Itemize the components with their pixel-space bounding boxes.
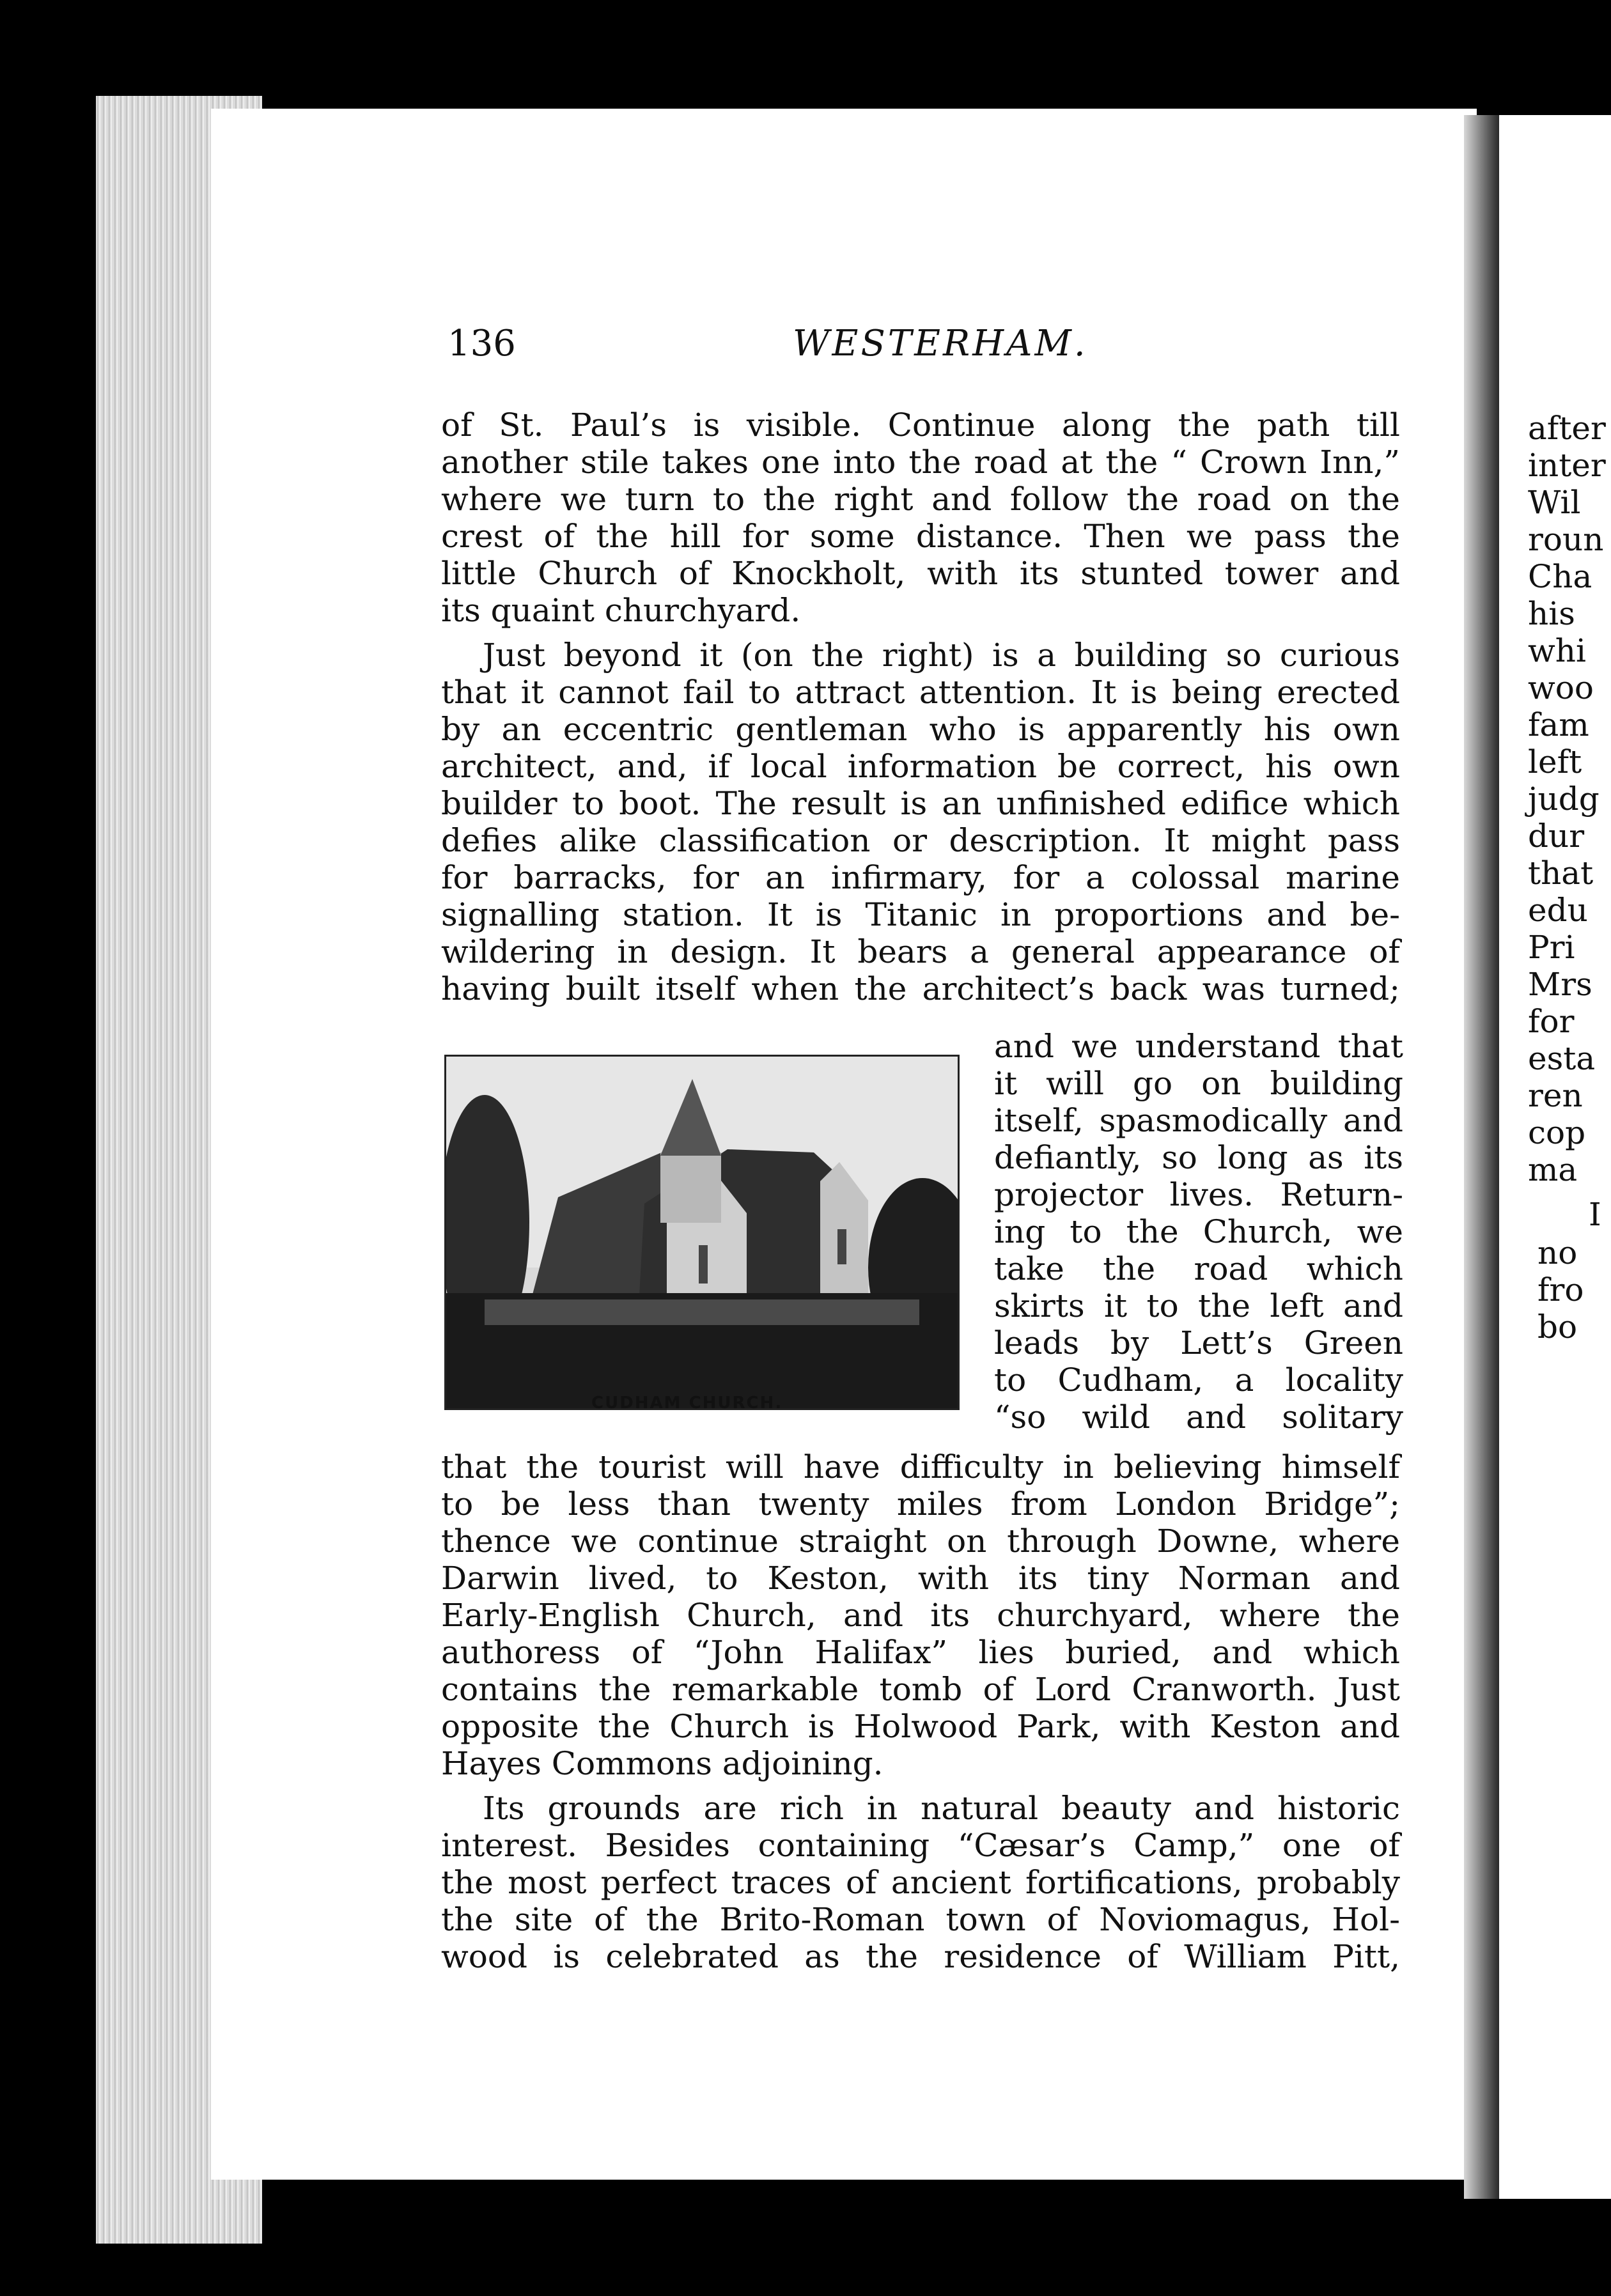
text-line: “so wild and solitary [994,1399,1403,1436]
text-line: to Cudham, a locality [994,1361,1403,1399]
text-line: interest. Besides containing “Cæsar’s Camp,” one of [441,1827,1400,1864]
text-line: little Church of Knockholt, with its stunted tower and [441,555,1400,592]
text-line: opposite the Church is Holwood Park, with Keston and [441,1708,1400,1745]
right-page-fragment: fro [1537,1271,1584,1308]
right-page-fragment: fam [1528,706,1589,743]
right-page-fragment: Pri [1528,929,1575,966]
right-page-fragment: ma [1528,1151,1578,1188]
text-line: Early-English Church, and its churchyard, where the [441,1597,1400,1634]
right-page [1499,115,1611,2199]
right-page-fragment: bo [1537,1308,1578,1346]
right-page-fragment: Cha [1528,558,1592,595]
text-line: the site of the Brito-Roman town of Noviomagus, Hol- [441,1901,1400,1938]
right-page-fragment: esta [1528,1040,1596,1077]
text-line: where we turn to the right and follow the road on the [441,481,1400,518]
right-page-fragment: whi [1528,632,1586,669]
text-line: that it cannot fail to attract attention. It is being erected [441,674,1400,711]
text-line: contains the remarkable tomb of Lord Cranworth. Just [441,1671,1400,1708]
text-line: the most perfect traces of ancient fortifications, probably [441,1864,1400,1901]
right-page-fragment: Mrs [1528,966,1592,1003]
text-line: and we understand that [994,1028,1403,1065]
text-line: defiantly, so long as its [994,1139,1403,1176]
right-page-fragment: dur [1528,818,1585,855]
text-line: defies alike classification or description. It might pass [441,822,1400,859]
right-page-fragment: that [1528,855,1594,892]
text-line: thence we continue straight on through Downe, where [441,1523,1400,1560]
right-page-fragment: ren [1528,1077,1583,1114]
text-line: take the road which [994,1250,1403,1287]
text-line: its quaint churchyard. [441,592,801,629]
right-page-fragment: left [1528,743,1582,780]
text-line: builder to boot. The result is an unfinished edifice which [441,785,1400,822]
right-page-fragment: judg [1528,780,1599,818]
text-line: authoress of “John Halifax” lies buried, and which [441,1634,1400,1671]
text-line: Just beyond it (on the right) is a building so curious [483,637,1400,674]
text-line: leads by Lett’s Green [994,1324,1403,1361]
right-page-fragment: Wil [1528,484,1581,521]
text-line: crest of the hill for some distance. Then we pass the [441,518,1400,555]
text-line: Its grounds are rich in natural beauty and historic [483,1790,1400,1827]
text-line: skirts it to the left and [994,1287,1403,1324]
right-page-fragment: inter [1528,447,1606,484]
right-page-fragment: roun [1528,521,1604,558]
text-line: ing to the Church, we [994,1213,1403,1250]
text-line: that the tourist will have difficulty in believing himself [441,1448,1400,1485]
text-line: wood is celebrated as the residence of William Pitt, [441,1938,1400,1975]
text-line: it will go on building [994,1065,1403,1102]
right-page-fragment: his [1528,595,1575,632]
text-line: itself, spasmodically and [994,1102,1403,1139]
right-page-fragment: woo [1528,669,1594,706]
right-page-fragment: for [1528,1003,1575,1040]
right-page-fragment: I [1589,1196,1601,1233]
right-page-fragment: no [1537,1234,1578,1271]
cudham-church-photo [444,1055,960,1410]
running-title: WESTERHAM. [793,323,1088,364]
right-page-fragment: after [1528,410,1606,447]
text-line: wildering in design. It bears a general appearance of [441,933,1400,970]
text-line: having built itself when the architect’s back was turned; [441,970,1400,1007]
text-line: another stile takes one into the road at the “ Crown Inn,” [441,444,1400,481]
page-number: 136 [447,323,516,364]
text-line: Darwin lived, to Keston, with its tiny Norman and [441,1560,1400,1597]
right-page-fragment: edu [1528,892,1588,929]
text-line: to be less than twenty miles from London Bridge”; [441,1485,1400,1523]
text-line: for barracks, for an infirmary, for a colossal marine [441,859,1400,896]
text-line: by an eccentric gentleman who is apparently his own [441,711,1400,748]
text-line: projector lives. Return- [994,1176,1403,1213]
figure-caption: CUDHAM CHURCH. [591,1393,783,1413]
text-line: Hayes Commons adjoining. [441,1745,883,1782]
text-line: of St. Paul’s is visible. Continue along the path till [441,407,1400,444]
right-page-fragment: cop [1528,1114,1586,1151]
text-line: architect, and, if local information be correct, his own [441,748,1400,785]
text-line: signalling station. It is Titanic in proportions and be- [441,896,1400,933]
